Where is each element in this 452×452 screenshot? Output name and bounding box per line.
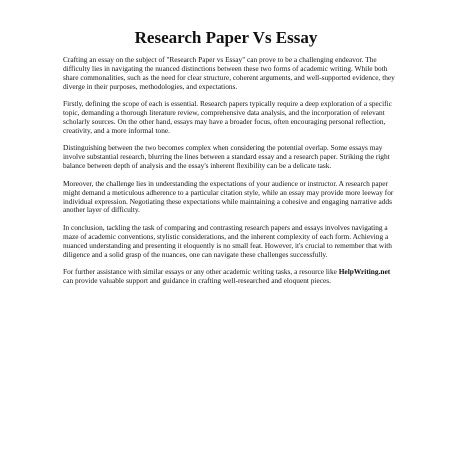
- page-title: Research Paper Vs Essay: [134, 28, 318, 47]
- closing-text-before: For further assistance with similar essays or any other academic writing tasks, a resource like: [63, 267, 339, 277]
- document-body: [63, 56, 395, 286]
- paragraph-intro: Crafting an essay on the subject of "Research Paper vs Essay" can prove to be a challenging endeavor. The difficulty lies in navigating the nuanced distinctions between these two forms of academic writing. While both share commonalities, such as the need for clear structure, coherent arguments, and well-supported evidence, they diverge in their purposes, methodologies, and expectations.: [63, 55, 395, 91]
- paragraph-closing: [63, 268, 395, 286]
- paragraph-overlap: Distinguishing between the two becomes complex when considering the potential overlap. Some essays may involve substantial research, blurring the lines between a standard essay and a research paper. Striking the right balance between depth of analysis and the essay's inherent flexibility can be a delicate task.: [63, 143, 390, 171]
- closing-text-after: can provide valuable support and guidance in crafting well-researched and eloquent pieces.: [63, 276, 331, 286]
- paragraph-expectations: Moreover, the challenge lies in understanding the expectations of your audience or instructor. A research paper might demand a meticulous adherence to a particular citation style, while an essay may provide more leeway for individual expression. Negotiating these expectations while maintaining a cohesive and engaging narrative adds another layer of difficulty.: [63, 178, 394, 215]
- paragraph-scope: Firstly, defining the scope of each is essential. Research papers typically require a deep exploration of a specific topic, demanding a thorough literature review, comprehensive data analysis, and the incorporation of relevant scholarly sources. On the other hand, essays may have a broader focus, often encouraging personal reflection, creativity, and a more informal tone.: [63, 99, 392, 135]
- paragraph-conclusion: In conclusion, tackling the task of comparing and contrasting research papers and essays involves navigating a maze of academic conventions, stylistic considerations, and the inherent complexity of each form. Achieving a nuanced understanding and presenting it eloquently is no small feat. However, it's crucial to remember that with diligence and a solid grasp of the nuances, one can navigate these challenges successfully.: [63, 222, 392, 259]
- brand-name: HelpWriting.net: [338, 267, 391, 277]
